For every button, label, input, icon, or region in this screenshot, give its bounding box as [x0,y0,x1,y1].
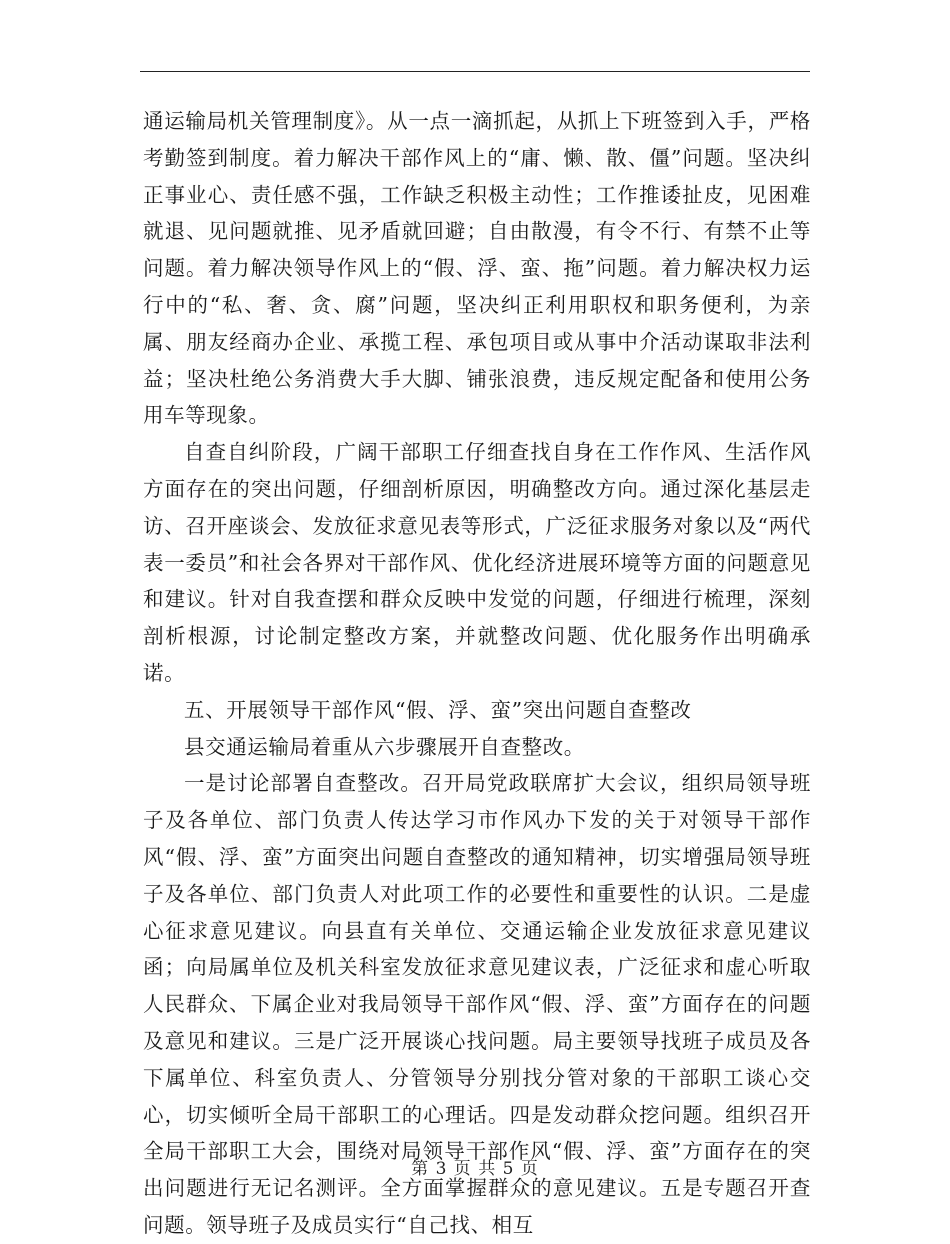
paragraph-six-steps-intro: 县交通运输局着重从六步骤展开自查整改。 [184,734,585,759]
paragraph-six-steps-detail: 一是讨论部署自查整改。召开局党政联席扩大会议，组织局领导班子及各单位、部门负责人传达学习市作风办下发的关于对领导干部作风“假、浮、蛮”方面突出问题自查整改的通知精神，切实增强局领导班子及各单位、部门负责人对此项工作的必要性和重要性的认识。二是虚心征求意见建议。向县直有关单位、交通运输企业发放征求意见建议函；向局属单位及机关科室发放征求意见建议表，广泛征求和虚心听取人民群众、下属企业对我局领导干部作风“假、浮、蛮”方面存在的问题及意见和建议。三是广泛开展谈心找问题。局主要领导找班子成员及各下属单位、科室负责人、分管领导分别找分管对象的干部职工谈心交心，切实倾听全局干部职工的心理话。四是发动群众挖问题。组织召开全局干部职工大会，围绕对局领导干部作风“假、浮、蛮”方面存在的突出问题进行无记名测评。全方面掌握群众的意见建议。五是专题召开查问题。领导班子及成员实行“自己找、相互 [143,771,811,1237]
page-number-footer: 第 3 页 共 5 页 [411,1159,539,1179]
section-heading-five: 五、开展领导干部作风“假、浮、蛮”突出问题自查整改 [184,697,692,722]
document-body [143,103,811,1244]
paragraph-management-rules: 通运输局机关管理制度》。从一点一滴抓起，从抓上下班签到入手，严格考勤签到制度。着力解决干部作风上的“庸、懒、散、僵”问题。坚决纠正事业心、责任感不强，工作缺乏积极主动性；工作推诿扯皮，见困难就退、见问题就推、见矛盾就回避；自由散漫，有令不行、有禁不止等问题。着力解决领导作风上的“假、浮、蛮、拖”问题。着力解决权力运行中的“私、奢、贪、腐”问题，坚决纠正利用职权和职务便利，为亲属、朋友经商办企业、承揽工程、承包项目或从事中介活动谋取非法利益；坚决杜绝公务消费大手大脚、铺张浪费，违反规定配备和使用公务用车等现象。 [143,109,811,428]
paragraph-self-inspection: 自查自纠阶段，广阔干部职工仔细查找自身在工作作风、生活作风方面存在的突出问题，仔细剖析原因，明确整改方向。通过深化基层走访、召开座谈会、发放征求意见表等形式，广泛征求服务对象以及“两代表一委员”和社会各界对干部作风、优化经济进展环境等方面的问题意见和建议。针对自我查摆和群众反映中发觉的问题，仔细进行梳理，深刻剖析根源，讨论制定整改方案，并就整改问题、优化服务作出明确承诺。 [143,440,811,685]
header-rule [140,71,810,72]
